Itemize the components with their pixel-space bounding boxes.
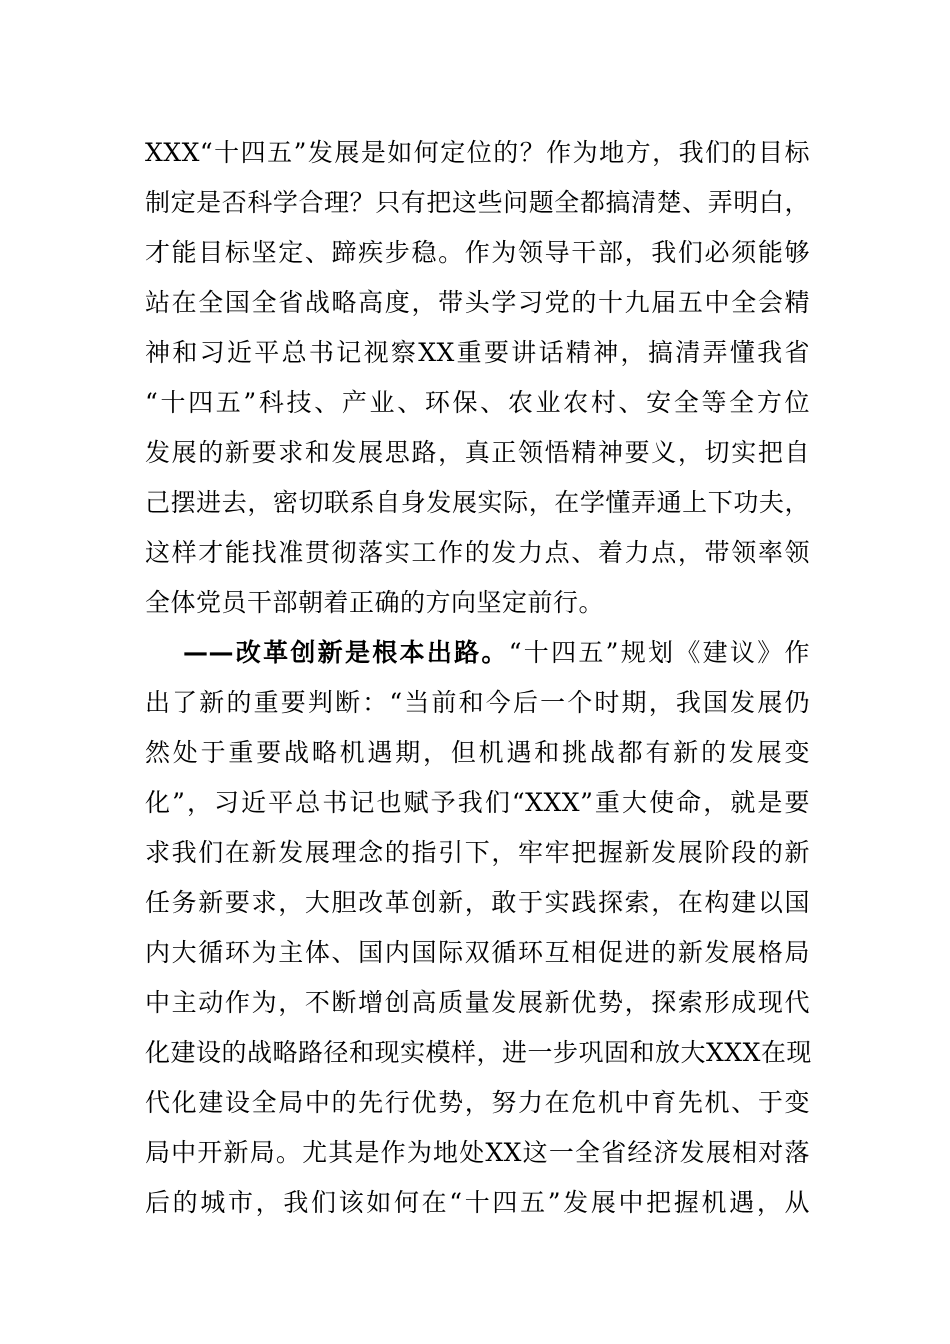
paragraph-2-line: 局中开新局。尤其是作为地处XX这一全省经济发展相对落 — [145, 1138, 810, 1167]
paragraph-2-line: 中主动作为，不断增创高质量发展新优势，探索形成现代 — [145, 988, 810, 1017]
paragraph-2-line: 任务新要求，大胆改革创新，敢于实践探索，在构建以国 — [145, 888, 810, 917]
paragraph-1-line: 站在全国全省战略高度，带头学习党的十九届五中全会精 — [145, 288, 810, 317]
paragraph-2-line: 内大循环为主体、国内国际双循环互相促进的新发展格局 — [145, 938, 810, 967]
paragraph-1-line: XXX“十四五”发展是如何定位的？作为地方，我们的目标 — [145, 138, 810, 167]
paragraph-1-line: 这样才能找准贯彻落实工作的发力点、着力点，带领率领 — [145, 538, 810, 567]
paragraph-1-line: “十四五”科技、产业、环保、农业农村、安全等全方位 — [145, 388, 810, 417]
paragraph-2-line: 求我们在新发展理念的指引下，牢牢把握新发展阶段的新 — [145, 838, 810, 867]
paragraph-1-line: 发展的新要求和发展思路，真正领悟精神要义，切实把自 — [145, 438, 810, 467]
paragraph-2-first-line-text: “十四五”规划《建议》作 — [508, 638, 810, 667]
paragraph-2-line: 化”，习近平总书记也赋予我们“XXX”重大使命，就是要 — [145, 788, 810, 817]
paragraph-2-line: 出了新的重要判断：“当前和今后一个时期，我国发展仍 — [145, 688, 810, 717]
paragraph-2-line: 化建设的战略路径和现实模样，进一步巩固和放大XXX在现 — [145, 1038, 812, 1067]
paragraph-1-line: 己摆进去，密切联系自身发展实际，在学懂弄通上下功夫， — [145, 488, 810, 517]
paragraph-1-line: 全体党员干部朝着正确的方向坚定前行。 — [145, 588, 605, 617]
paragraph-1-line: 神和习近平总书记视察XX重要讲话精神，搞清弄懂我省 — [145, 338, 810, 367]
paragraph-2-line: 后的城市，我们该如何在“十四五”发展中把握机遇，从 — [145, 1188, 810, 1217]
paragraph-2-line: 然处于重要战略机遇期，但机遇和挑战都有新的发展变 — [145, 738, 810, 767]
paragraph-1-line: 才能目标坚定、蹄疾步稳。作为领导干部，我们必须能够 — [145, 238, 810, 267]
section-heading: ——改革创新是根本出路。 — [183, 638, 509, 667]
paragraph-2-first-line — [145, 628, 810, 678]
paragraph-1-line: 制定是否科学合理？只有把这些问题全都搞清楚、弄明白， — [145, 188, 810, 217]
paragraph-2-line: 代化建设全局中的先行优势，努力在危机中育先机、于变 — [145, 1088, 810, 1117]
